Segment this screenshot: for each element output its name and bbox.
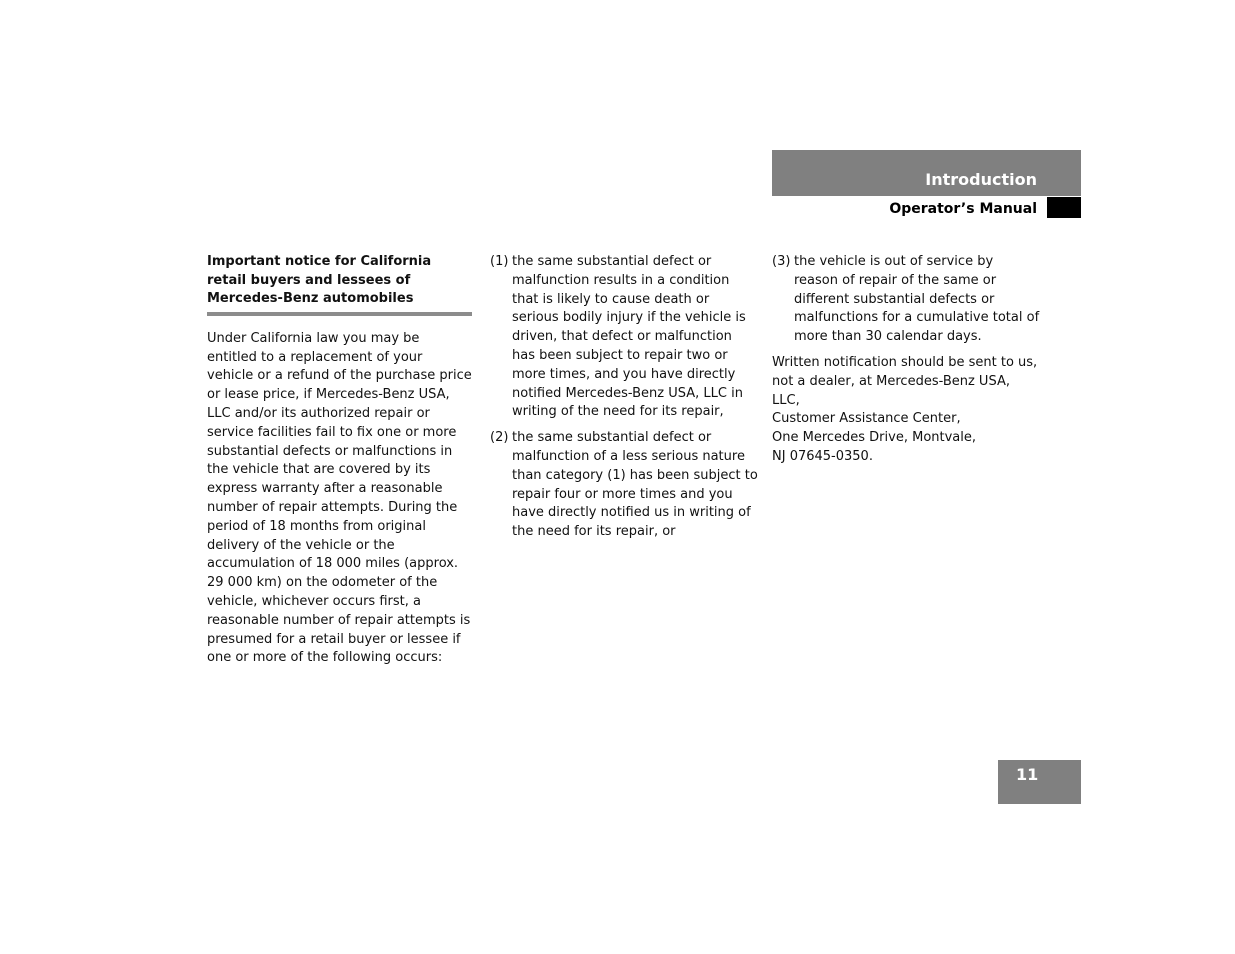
subsection-header <box>772 197 1081 218</box>
list-item <box>772 253 1040 347</box>
column-2 <box>490 253 758 549</box>
notice-heading-line: Mercedes-Benz automobiles <box>207 291 414 307</box>
list-item-text: the same substantial defect or malfunction results in a condition that is likely to cause death or serious bodily injury if the vehicle is driven, that defect or malfunction has been subject to repair two or more times, and you have directly notified Mercedes-Benz USA, LLC in writing of the need for its repair, <box>512 254 746 420</box>
list-item-number: (3) <box>772 254 791 269</box>
list-item <box>490 253 758 422</box>
column-1 <box>207 253 472 668</box>
list-item-text: the vehicle is out of service by reason of repair of the same or different substantial defects or malfunctions for a cumulative total of more than 30 calendar days. <box>794 254 1040 345</box>
column-3 <box>772 253 1040 467</box>
list-item-number: (1) <box>490 254 509 269</box>
subsection-title: Operator’s Manual <box>889 201 1037 217</box>
page-number-box <box>998 760 1081 804</box>
list-item-text: the same substantial defect or malfunction of a less serious nature than category (1) has been subject to repair four or more times and you have directly notified us in writing of the need for its repair, or <box>512 430 758 540</box>
notice-heading <box>207 253 472 316</box>
section-tab-marker <box>1047 197 1081 218</box>
notification-address: Written notification should be sent to us, not a dealer, at Mercedes-Benz USA, LLC, Customer Assistance Center, One Mercedes Drive, Montvale, NJ 07645-0350. <box>772 354 1038 464</box>
page-number: 11 <box>1016 765 1039 784</box>
notice-heading-line: Important notice for California <box>207 254 432 269</box>
section-title: Introduction <box>925 170 1037 189</box>
list-item <box>490 429 758 542</box>
notice-heading-line: retail buyers and lessees of <box>207 272 411 288</box>
section-header-bar <box>772 150 1081 196</box>
notice-body: Under California law you may be entitled to a replacement of your vehicle or a refund of the purchase price or lease price, if Mercedes-Benz USA, LLC and/or its authorized repair or service facilities fail to fix one or more substantial defects or malfunctions in the vehicle that are covered by its express warranty after a reasonable number of repair attempts. During the period of 18 months from original delivery of the vehicle or the accumulation of 18 000 miles (approx. 29 000 km) on the odometer of the vehicle, whichever occurs first, a reasonable number of repair attempts is presumed for a retail buyer or lessee if one or more of the following occurs: <box>207 330 472 666</box>
list-item-number: (2) <box>490 430 509 446</box>
